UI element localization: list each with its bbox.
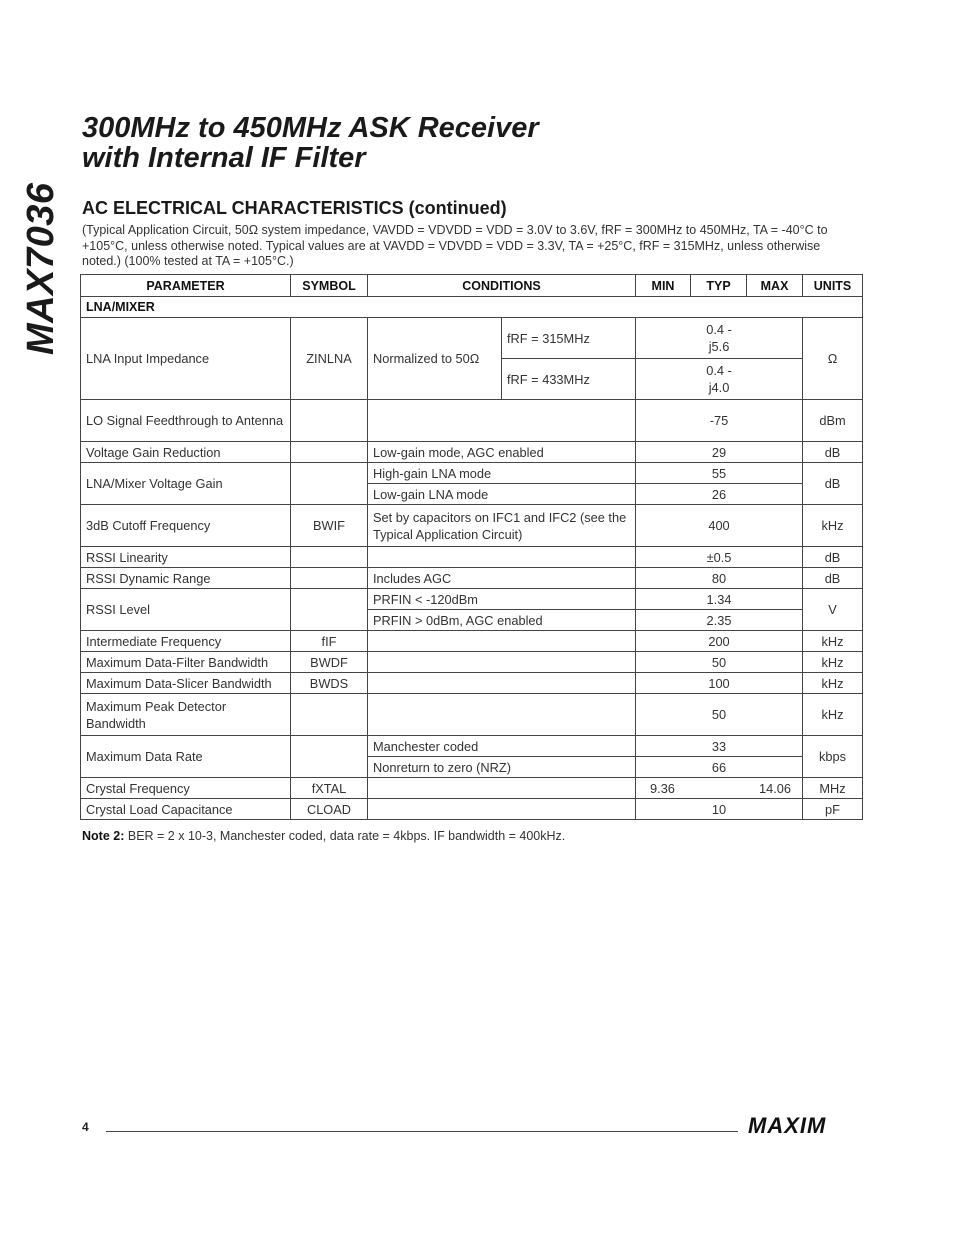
note-label: Note 2: (82, 829, 125, 843)
typ-cell: 29 (636, 442, 803, 463)
section-title: AC ELECTRICAL CHARACTERISTICS (continued) (82, 198, 507, 218)
param-cell: 3dB Cutoff Frequency (81, 505, 291, 547)
max-value: 14.06 (758, 780, 792, 796)
symbol-cell (291, 442, 368, 463)
title-line-1: 300MHz to 450MHz ASK Receiver (82, 112, 539, 144)
units-cell: Ω (803, 318, 863, 400)
header-row (81, 275, 863, 297)
symbol-cell (291, 547, 368, 568)
condition-cell: Set by capacitors on IFC1 and IFC2 (see the Typical Application Circuit) (368, 505, 636, 547)
typ-cell: 100 (636, 673, 803, 694)
units-cell: kHz (803, 673, 863, 694)
units-cell: kHz (803, 631, 863, 652)
condition-cell: Manchester coded (368, 736, 636, 757)
table-row (81, 673, 863, 694)
maxim-logo-text: MAXIM (748, 1113, 827, 1137)
units-cell: kHz (803, 694, 863, 736)
table-row (81, 652, 863, 673)
condition-cell (368, 652, 636, 673)
param-cell: Maximum Data-Slicer Bandwidth (81, 673, 291, 694)
condition-cell: High-gain LNA mode (368, 463, 636, 484)
param-cell: Voltage Gain Reduction (81, 442, 291, 463)
section-lna-mixer: LNA/MIXER (81, 297, 863, 318)
condition-sub-cell: fRF = 433MHz (502, 359, 636, 400)
title-line-2: with Internal IF Filter (82, 142, 366, 174)
spec-table (80, 274, 863, 820)
typ-cell (636, 359, 803, 400)
typ-cell: 400 (636, 505, 803, 547)
table-row (81, 631, 863, 652)
note-text: BER = 2 x 10-3, Manchester coded, data rate = 4kbps. IF bandwidth = 400kHz. (127, 829, 566, 843)
condition-cell (368, 694, 636, 736)
condition-cell: PRFIN < -120dBm (368, 589, 636, 610)
table-row (81, 463, 863, 484)
param-cell: LO Signal Feedthrough to Antenna (81, 400, 291, 442)
symbol-cell: CLOAD (291, 799, 368, 820)
minmax-cell (636, 778, 803, 799)
typ-cell: 33 (636, 736, 803, 757)
footer-divider (106, 1131, 738, 1132)
table-row (81, 318, 863, 359)
condition-cell (368, 547, 636, 568)
param-cell: LNA Input Impedance (81, 318, 291, 400)
symbol-cell (291, 568, 368, 589)
param-cell: RSSI Level (81, 589, 291, 631)
units-cell: kHz (803, 652, 863, 673)
page-number: 4 (82, 1120, 89, 1134)
typ-cell: 80 (636, 568, 803, 589)
param-cell: Intermediate Frequency (81, 631, 291, 652)
table-row (81, 736, 863, 757)
typ-cell: 66 (636, 757, 803, 778)
typ-cell: 2.35 (636, 610, 803, 631)
typ-cell: -75 (636, 400, 803, 442)
units-cell: dB (803, 547, 863, 568)
param-cell: RSSI Linearity (81, 547, 291, 568)
param-cell: Crystal Frequency (81, 778, 291, 799)
param-cell: Maximum Peak Detector Bandwidth (81, 694, 291, 736)
table-row (81, 400, 863, 442)
conditions-line-1: (Typical Application Circuit, 50Ω system impedance, VAVDD = VDVDD = VDD = 3.0V to 3.6V, fRF = 300MHz to 450MHz, TA = -40°C to (82, 223, 828, 237)
table-row (81, 694, 863, 736)
param-cell: RSSI Dynamic Range (81, 568, 291, 589)
units-cell: dB (803, 568, 863, 589)
units-cell: dBm (803, 400, 863, 442)
condition-cell: Low-gain LNA mode (368, 484, 636, 505)
condition-cell: Low-gain mode, AGC enabled (368, 442, 636, 463)
table-row (81, 442, 863, 463)
table-row (81, 589, 863, 610)
symbol-cell (291, 400, 368, 442)
condition-cell (368, 673, 636, 694)
typ-cell: 50 (636, 652, 803, 673)
condition-cell (368, 400, 636, 442)
document-title (82, 113, 539, 173)
maxim-logo-icon (748, 1113, 858, 1137)
header-conditions: CONDITIONS (368, 275, 636, 297)
typ-cell: 10 (636, 799, 803, 820)
units-cell: kbps (803, 736, 863, 778)
param-cell: Maximum Data-Filter Bandwidth (81, 652, 291, 673)
table-row (81, 778, 863, 799)
typ-cell: 50 (636, 694, 803, 736)
condition-cell (368, 778, 636, 799)
condition-cell (368, 631, 636, 652)
units-cell: pF (803, 799, 863, 820)
header-min: MIN (636, 275, 691, 297)
typ-value: 0.4 - j4.0 (706, 363, 732, 395)
header-max: MAX (747, 275, 803, 297)
units-cell: V (803, 589, 863, 631)
table-row (81, 547, 863, 568)
symbol-cell (291, 736, 368, 778)
condition-cell: Includes AGC (368, 568, 636, 589)
header-symbol: SYMBOL (291, 275, 368, 297)
test-conditions (82, 223, 862, 270)
units-cell: MHz (803, 778, 863, 799)
symbol-cell: ZINLNA (291, 318, 368, 400)
header-parameter: PARAMETER (81, 275, 291, 297)
symbol-cell: BWDS (291, 673, 368, 694)
symbol-cell (291, 694, 368, 736)
units-cell: dB (803, 463, 863, 505)
table-row (81, 799, 863, 820)
section-row (81, 297, 863, 318)
condition-cell: PRFIN > 0dBm, AGC enabled (368, 610, 636, 631)
symbol-cell: fXTAL (291, 778, 368, 799)
condition-cell: Normalized to 50Ω (368, 318, 502, 400)
conditions-line-2: +105°C, unless otherwise noted. Typical values are at VAVDD = VDVDD = VDD = 3.3V, TA = +25°C, fRF = 315MHz, unless otherwise (82, 238, 821, 253)
typ-cell: 55 (636, 463, 803, 484)
header-units: UNITS (803, 275, 863, 297)
symbol-cell: fIF (291, 631, 368, 652)
typ-cell (636, 318, 803, 359)
min-value: 9.36 (650, 780, 675, 796)
conditions-line-3: noted.) (100% tested at TA = +105°C.) (82, 254, 294, 268)
side-product-title: MAX7036 (20, 182, 62, 355)
units-cell: kHz (803, 505, 863, 547)
typ-cell: 26 (636, 484, 803, 505)
condition-cell: Nonreturn to zero (NRZ) (368, 757, 636, 778)
symbol-cell (291, 589, 368, 631)
table-row (81, 568, 863, 589)
symbol-cell: BWDF (291, 652, 368, 673)
param-cell: Crystal Load Capacitance (81, 799, 291, 820)
header-typ: TYP (691, 275, 747, 297)
condition-sub-cell: fRF = 315MHz (502, 318, 636, 359)
symbol-cell: BWIF (291, 505, 368, 547)
typ-cell: 1.34 (636, 589, 803, 610)
param-cell: Maximum Data Rate (81, 736, 291, 778)
typ-cell: 200 (636, 631, 803, 652)
units-cell: dB (803, 442, 863, 463)
table-row (81, 505, 863, 547)
condition-cell (368, 799, 636, 820)
param-cell: LNA/Mixer Voltage Gain (81, 463, 291, 505)
symbol-cell (291, 463, 368, 505)
typ-value: 0.4 - j5.6 (706, 322, 732, 354)
maxim-logo (748, 1113, 858, 1143)
footnote (82, 829, 565, 843)
typ-cell: ±0.5 (636, 547, 803, 568)
